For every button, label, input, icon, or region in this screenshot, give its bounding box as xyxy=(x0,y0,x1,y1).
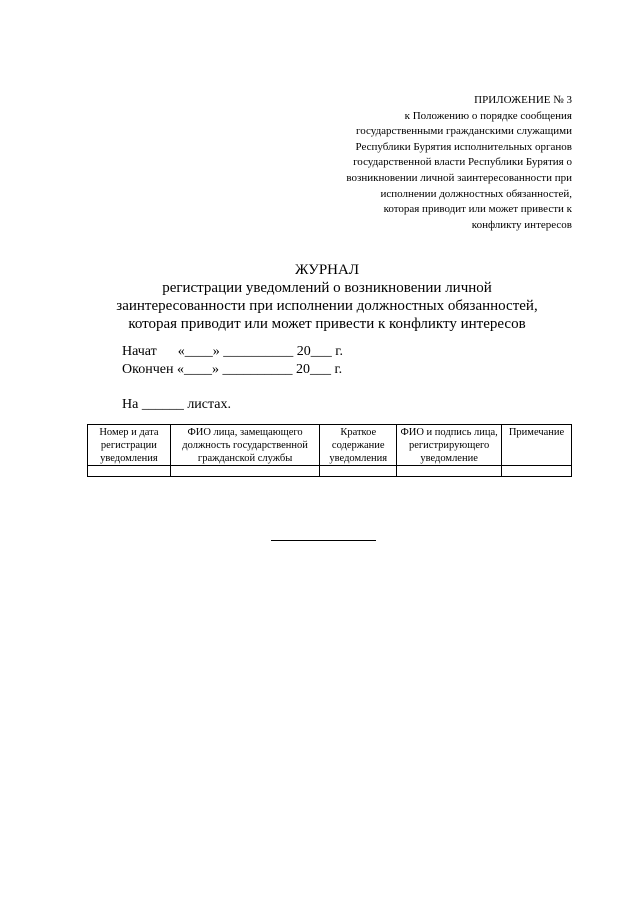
journal-title-block xyxy=(0,261,640,333)
table-cell xyxy=(320,466,397,477)
appendix-line: к Положению о порядке сообщения xyxy=(404,109,572,122)
table-cell xyxy=(88,466,171,477)
appendix-line: исполнении должностных обязанностей, xyxy=(380,187,572,200)
table-cell xyxy=(502,466,572,477)
column-header-registrar: ФИО и подпись лица, регистрирующего уведомление xyxy=(397,425,502,466)
journal-subtitle-line: заинтересованности при исполнении должностных обязанностей, xyxy=(116,298,538,314)
table-cell xyxy=(397,466,502,477)
column-header-employee: ФИО лица, замещающего должность государственной гражданской службы xyxy=(170,425,319,466)
table-row xyxy=(88,466,572,477)
appendix-header xyxy=(272,93,572,233)
journal-title: ЖУРНАЛ xyxy=(294,262,360,278)
journal-dates xyxy=(122,343,343,379)
appendix-line: Республики Бурятия исполнительных органов xyxy=(355,140,572,153)
finished-date-line: Окончен «____» __________ 20___ г. xyxy=(122,362,343,377)
registration-table xyxy=(87,424,572,477)
column-header-note: Примечание xyxy=(502,425,572,466)
appendix-line: государственной власти Республики Бурятия о xyxy=(353,156,572,169)
column-header-registration: Номер и дата регистрации уведомления xyxy=(88,425,171,466)
appendix-line: конфликту интересов xyxy=(471,218,572,231)
appendix-line: возникновении личной заинтересованности при xyxy=(346,171,572,184)
started-date-line: Начат «____» __________ 20___ г. xyxy=(122,344,343,359)
table-cell xyxy=(170,466,319,477)
table-header-row xyxy=(88,425,572,466)
column-header-summary: Краткое содержание уведомления xyxy=(320,425,397,466)
journal-subtitle-line: регистрации уведомлений о возникновении личной xyxy=(162,280,492,296)
sheets-count-line: На ______ листах. xyxy=(122,397,232,412)
end-divider xyxy=(271,540,376,541)
appendix-line: ПРИЛОЖЕНИЕ № 3 xyxy=(474,94,572,106)
journal-subtitle-line: которая приводит или может привести к конфликту интересов xyxy=(128,316,526,332)
appendix-line: государственными гражданскими служащими xyxy=(356,125,572,138)
appendix-line: которая приводит или может привести к xyxy=(383,203,572,216)
